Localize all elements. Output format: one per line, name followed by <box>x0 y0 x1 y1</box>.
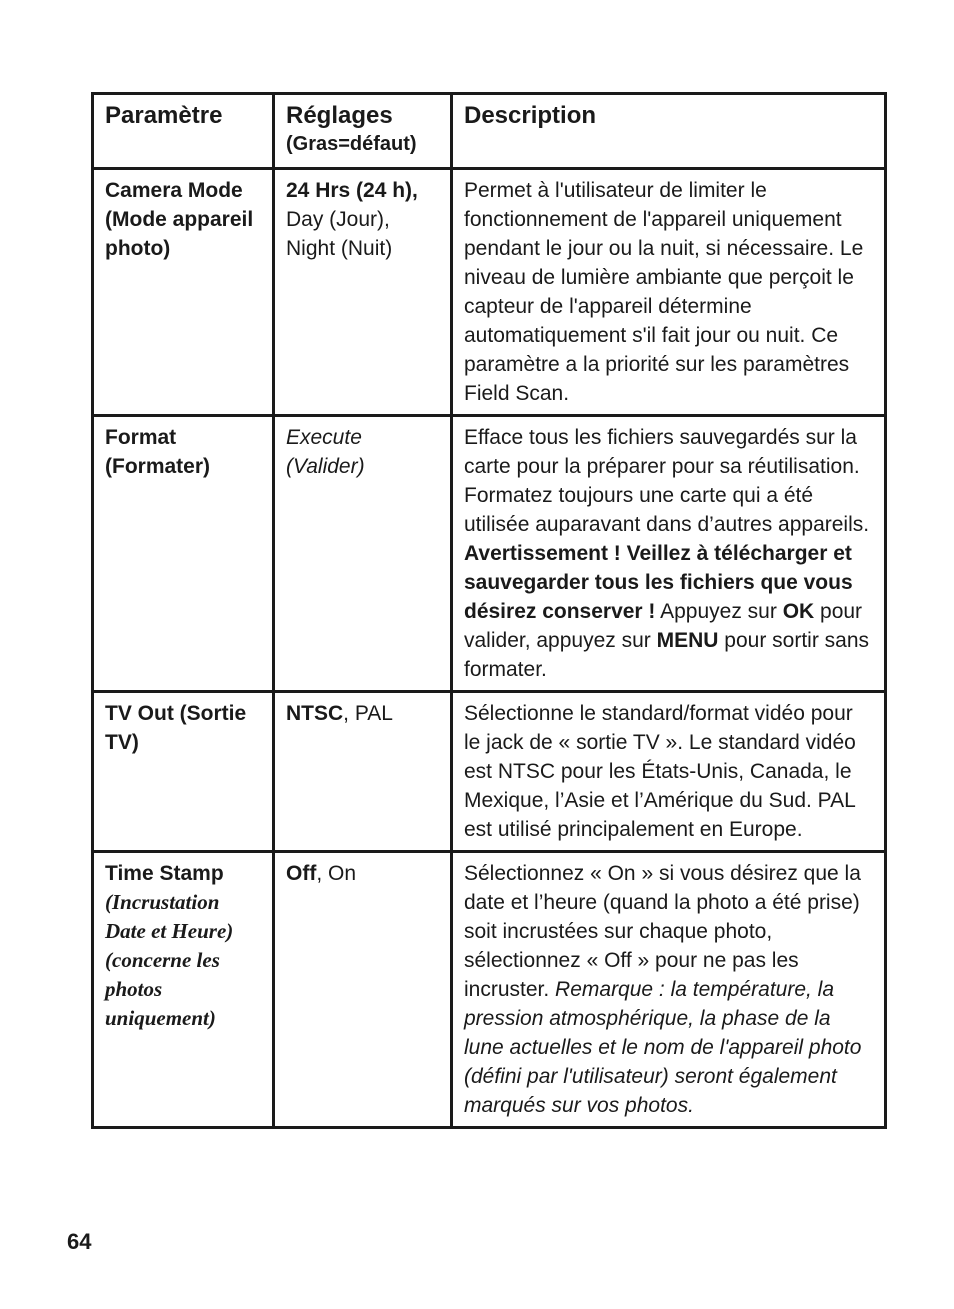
param-name: Time Stamp <box>105 862 224 885</box>
header-settings <box>274 94 452 169</box>
settings-cell <box>274 852 452 1128</box>
description-warning: Avertissement ! Veillez à télécharger et sauvegarder tous les fichiers que vous désirez conserver ! <box>464 542 853 623</box>
param-cell <box>93 852 274 1128</box>
param-cell <box>93 416 274 692</box>
header-param-label: Paramètre <box>105 102 223 129</box>
settings-options: Execute (Valider) <box>286 426 365 478</box>
menu-key-label: MENU <box>656 629 719 652</box>
settings-default: NTSC <box>286 702 344 725</box>
description-cell <box>452 169 886 416</box>
table-row <box>93 416 886 692</box>
settings-default: 24 Hrs (24 h), <box>286 179 418 202</box>
description-text: Sélectionne le standard/format vidéo pour le jack de « sortie TV ». Le standard vidéo est NTSC pour les États-Unis, Canada, le Mexique, l’Asie et l’Amérique du Sud. PAL est utilisé principalement en Europe. <box>464 702 856 841</box>
description-text: pour sortir sans formater. <box>464 629 870 681</box>
description-text: Permet à l'utilisateur de limiter le fonctionnement de l'appareil uniquement pendant le jour ou la nuit, si nécessaire. Le niveau de lumière ambiante que perçoit le capteur de l'appareil détermine automatiquement s'il fait jour ou nuit. Ce paramètre a la priorité sur les paramètres Field Scan. <box>464 179 864 405</box>
header-settings-label: Réglages <box>286 102 393 129</box>
param-name: Format (Formater) <box>105 426 211 478</box>
settings-cell <box>274 692 452 852</box>
param-name: TV Out (Sortie TV) <box>105 702 247 754</box>
settings-cell <box>274 169 452 416</box>
param-note: (Incrustation Date et Heure) (concerne les photos uniquement) <box>105 890 234 1030</box>
description-text: Sélectionnez « On » si vous désirez que la date et l’heure (quand la photo a été prise) soit incrustées sur chaque photo, sélectionnez « Off » pour ne pas les incruster. <box>464 862 861 1001</box>
param-cell <box>93 692 274 852</box>
settings-options: , On <box>316 862 357 885</box>
param-name: Camera Mode (Mode appareil photo) <box>105 179 254 260</box>
settings-options: Day (Jour), Night (Nuit) <box>286 208 393 260</box>
description-remark: Remarque : la température, la pression atmosphérique, la phase de la lune actuelles et le nom de l'appareil photo (défini par l'utilisateur) seront également marqués sur vos photos. <box>464 978 862 1117</box>
description-cell <box>452 692 886 852</box>
header-description-label: Description <box>464 102 597 129</box>
param-cell <box>93 169 274 416</box>
description-cell <box>452 416 886 692</box>
description-cell <box>452 852 886 1128</box>
settings-cell <box>274 416 452 692</box>
settings-options: , PAL <box>343 702 393 725</box>
description-text: Appuyez sur <box>655 600 783 623</box>
ok-key-label: OK <box>782 600 815 623</box>
table-row <box>93 169 886 416</box>
header-param <box>93 94 274 169</box>
table-row <box>93 692 886 852</box>
header-settings-sub: (Gras=défaut) <box>286 133 417 155</box>
description-text: Efface tous les fichiers sauvegardés sur la carte pour la préparer pour sa réutilisation. Formatez toujours une carte qui a été utilisée auparavant dans d’autres appareils. <box>464 426 870 536</box>
header-description <box>452 94 886 169</box>
table-header-row <box>93 94 886 169</box>
settings-table <box>91 92 887 1129</box>
page-number: 64 <box>67 1229 92 1254</box>
table-row <box>93 852 886 1128</box>
description-text: pour valider, appuyez sur <box>464 600 863 652</box>
settings-default: Off <box>286 862 317 885</box>
